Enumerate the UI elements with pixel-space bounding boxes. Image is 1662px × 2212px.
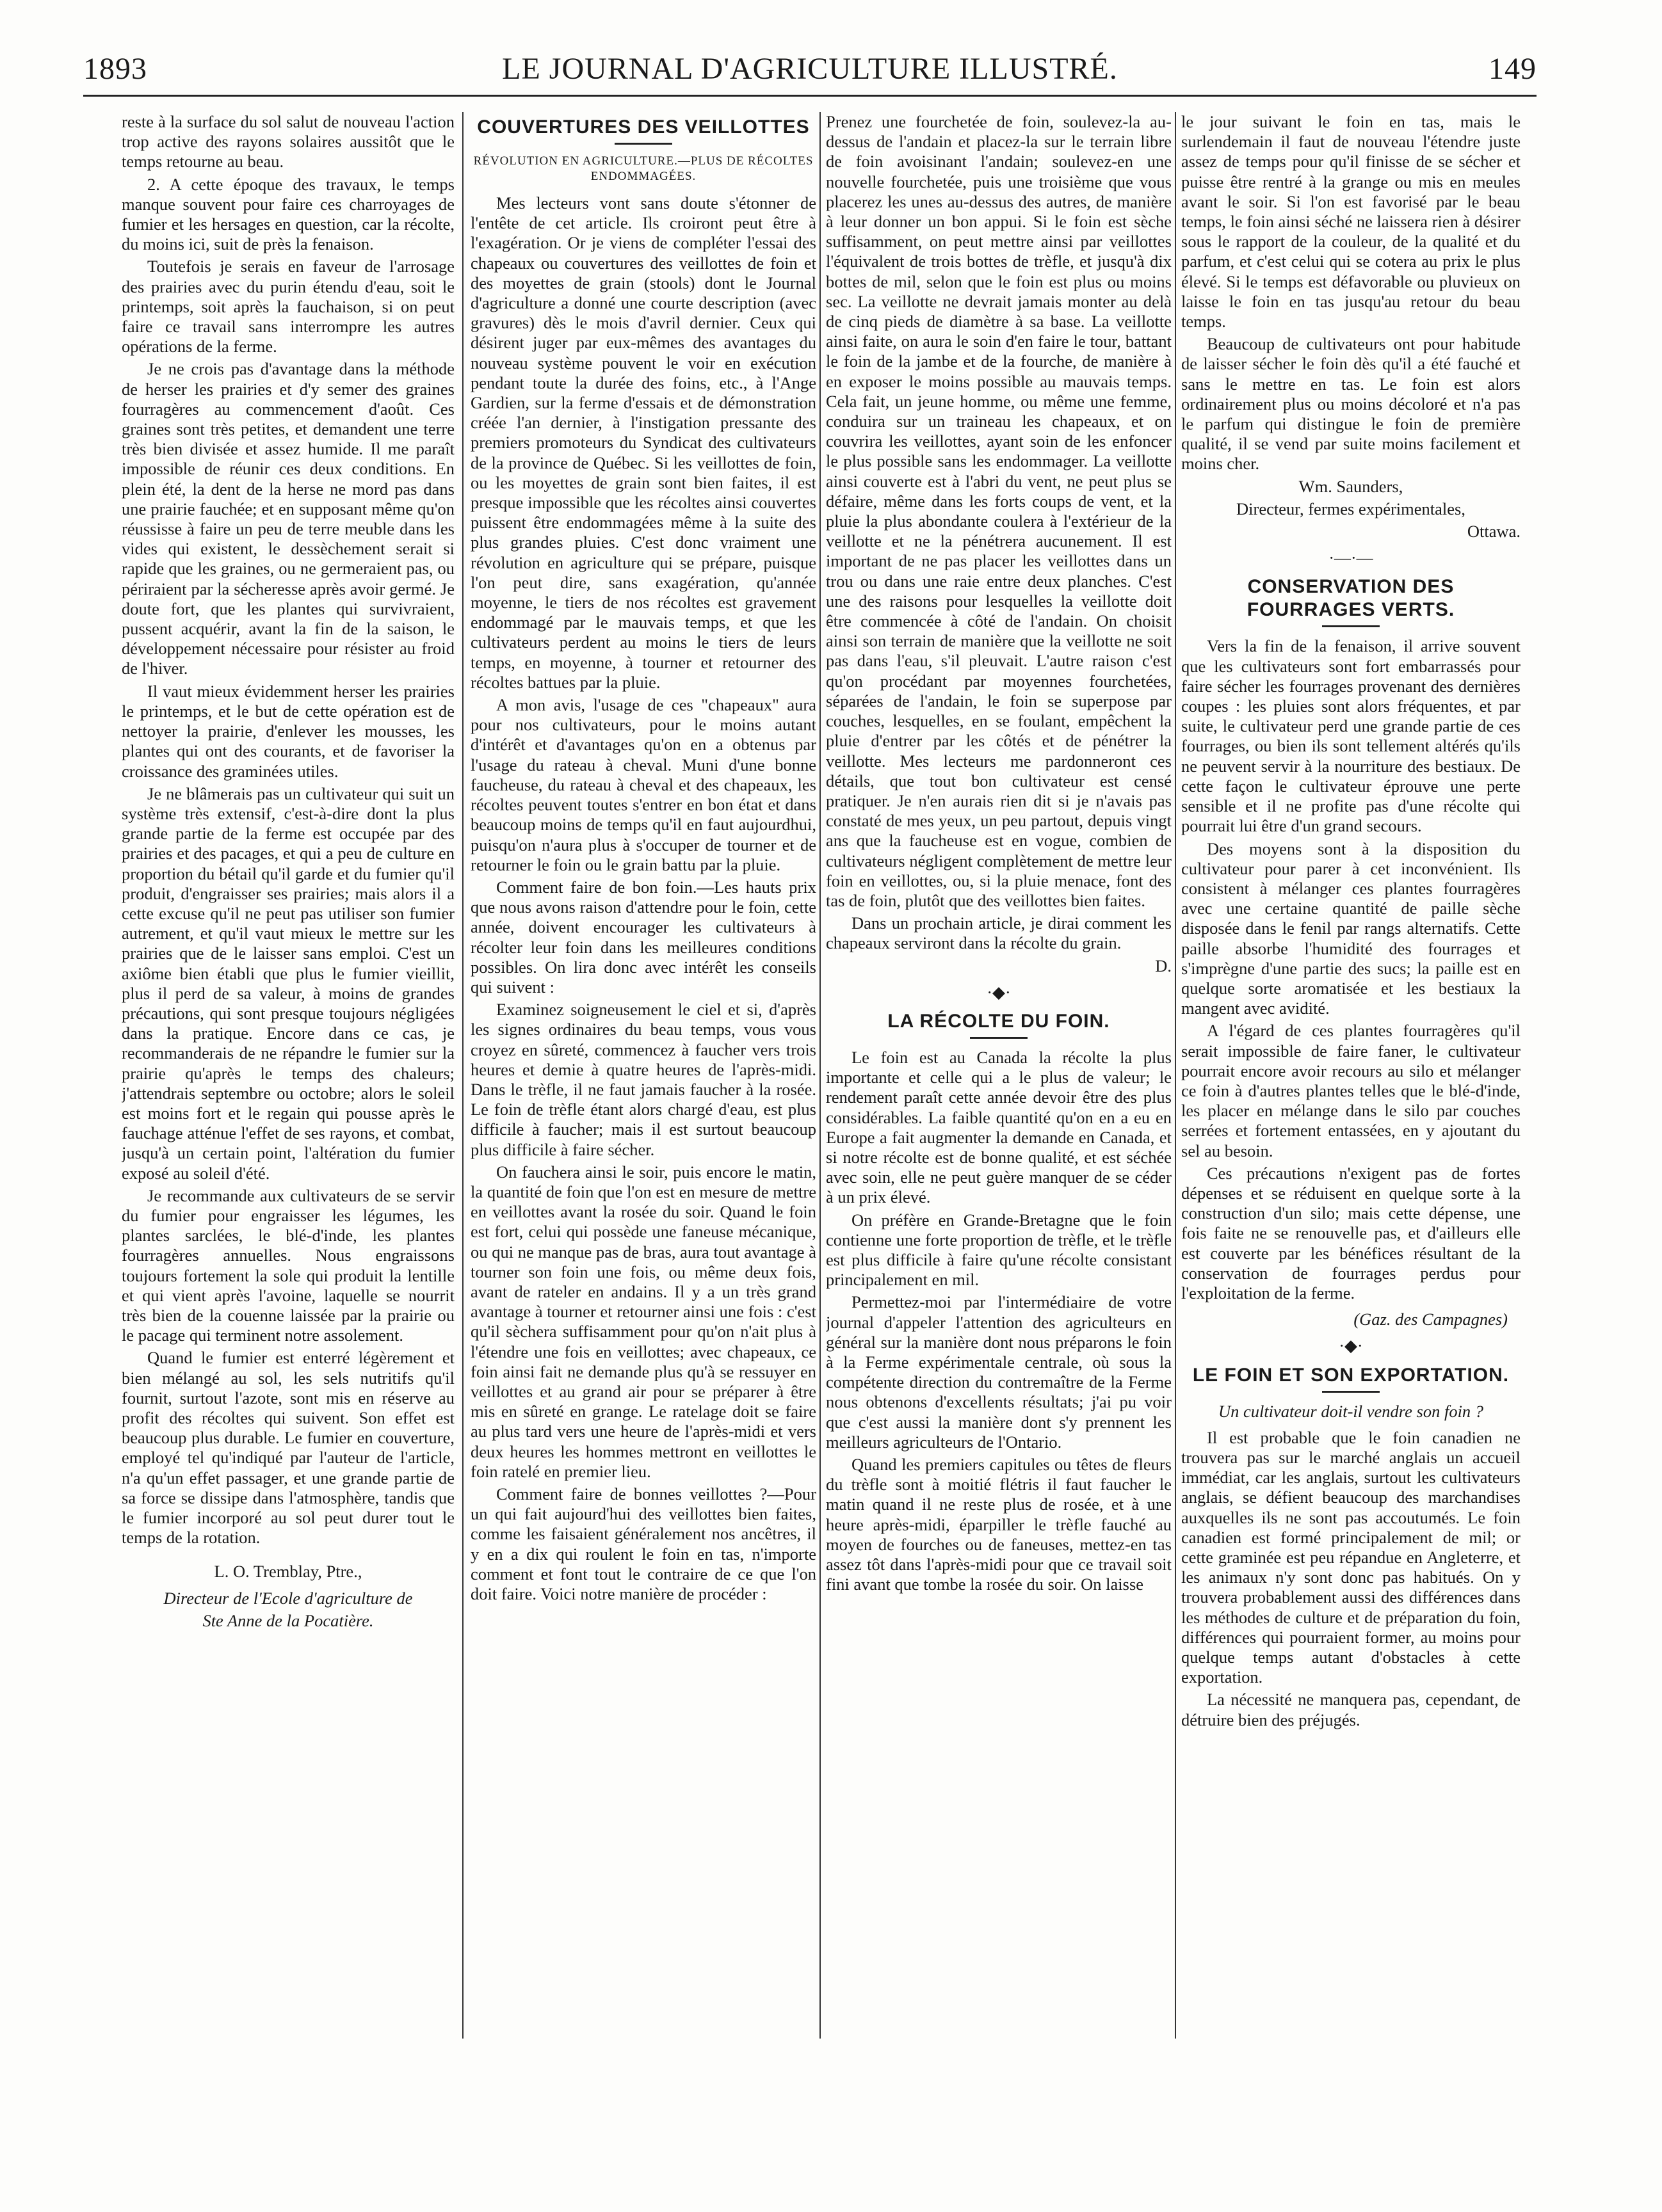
author-signature: L. O. Tremblay, Ptre., bbox=[214, 1562, 362, 1582]
author-title: Directeur de l'Ecole d'agriculture de bbox=[163, 1588, 413, 1608]
paragraph: le jour suivant le foin en tas, mais le surlendemain il faut de nouveau l'étendre juste assez de temps pour qu'il finisse de se sécher et puisse être rentré à la grange ou mis en meules avant le soir. Si l'on est favorisé par le beau temps, le foin ainsi séché ne laissera rien à désirer sous le rapport de la couleur, de la qualité et du parfum, et c'est celui qui se cotera au prix le plus élevé. Si le temps est défavorable ou pluvieux on laisse le foin en tas jusqu'au retour du beau temps. bbox=[1181, 112, 1521, 332]
paragraph: On préfère en Grande-Bretagne que le foin contienne une forte proportion de trèfle, et le trèfle est plus difficile à faire qu'une récolte consistant principalement en mil. bbox=[826, 1210, 1172, 1290]
column-divider bbox=[1175, 112, 1176, 2039]
paragraph: A l'égard de ces plantes fourragères qu'il serait impossible de faire faner, le cultivateur pourrait encore avoir recours au silo et mélanger ce foin à d'autres plantes telles que le blé-d'inde, les placer en mélange dans le silo par couches serrées et fortement entassées, en y ajoutant du sel au besoin. bbox=[1181, 1021, 1521, 1160]
paragraph: Prenez une fourchetée de foin, soulevez-la au-dessus de l'andain et placez-la sur le terrain libre de foin avoisinant l'andain; soulevez-en une nouvelle fourchetée, puis une troisième que vous placerez les unes au-dessus des autres, de manière à leur donner un bon appui. Si le foin est sèche suffisamment, on peut mettre ainsi par veillottes l'équivalent de trois bottes de trèfle, et jusqu'à dix bottes de mil, selon que le foin est plus ou moins sec. La veillotte ne devrait jamais monter au delà de cinq pieds de diamètre à sa base. La veillotte ainsi faite, on aura le soin d'en faire le tour, battant le foin de la jambe et de la fourche, de manière à en exposer le moins possible au mauvais temps. Cela fait, un jeune homme, ou même une femme, conduira sur un traineau les chapeaux, et on couvrira les veillottes, ayant soin de les enfoncer le plus possible sans les endommager. La veillotte ainsi couverte est à l'abri du vent, ne peut plus se défaire, même dans les forts coups de vent, et la pluie la plus abondante coulera à l'extérieur de la veillotte et ne la pénétrera aucunement. Il est important de ne pas placer les veillottes dans un trou ou dans une raie entre deux planches. C'est une des raisons pour lesquelles la veillotte doit être commencée à côté de l'andain. On choisit ainsi son terrain de manière que la veillotte ne soit pas dans l'eau, s'il pleuvait. L'autre raison c'est qu'on procédant par moyennes fourchetées, séparées de l'andain, le foin se superpose par couches, lesquelles, en se foulant, empêchent la pluie d'entrer par les côtés et de pénétrer la veillotte. Mes lecteurs me pardonneront ces détails, que tout bon cultivateur est censé pratiquer. Je n'en aurais rien dit si je n'avais pas constaté de mes yeux, un peu partout, depuis vingt ans que la faucheuse est en vogue, combien de cultivateurs négligent complètement de mettre leur foin en veillottes, ou, si la pluie menace, font des tas de foin, plutôt que des veillottes bien faites. bbox=[826, 112, 1172, 910]
column-divider bbox=[462, 112, 464, 2039]
header-rule bbox=[83, 95, 1537, 97]
author-title: Directeur, fermes expérimentales, bbox=[1236, 499, 1465, 518]
author-institution: Ste Anne de la Pocatière. bbox=[202, 1610, 374, 1630]
author-place: Ottawa. bbox=[1467, 522, 1521, 541]
author-signature: Wm. Saunders, bbox=[1298, 476, 1403, 496]
paragraph: reste à la surface du sol salut de nouveau l'action trop active des rayons solaires aussitôt que le temps retourne au beau. bbox=[122, 112, 455, 172]
paragraph: Il vaut mieux évidemment herser les prairies le printemps, et le but de cette opération est de nettoyer la prairie, d'enlever les mousses, les plantes qui ont des courants, et de favoriser la croissance des graminées utiles. bbox=[122, 681, 455, 781]
heading-rule bbox=[1322, 625, 1380, 627]
paragraph: Toutefois je serais en faveur de l'arrosage des prairies avec du purin étendu d'eau, soit le printemps, soit après la fauchaison, si on peut faire ce travail sans interrompre les autres opérations de la ferme. bbox=[122, 257, 455, 357]
paragraph: 2. A cette époque des travaux, le temps manque souvent pour faire ces charroyages de fumier et les hersages en question, car la récolte, du moins ici, suit de près la fenaison. bbox=[122, 174, 455, 254]
paragraph: Je recommande aux cultivateurs de se servir du fumier pour engraisser les légumes, les plantes sarclées, le blé-d'inde, les plantes fourragères annuelles. Nous engraissons toujours fortement la sole qui produit la lentille et qui vient après l'avoine, laquelle se nourrit très bien de la couenne laissée par la prairie ou le pacage qui terminent notre assolement. bbox=[122, 1185, 455, 1345]
masthead bbox=[83, 50, 1537, 95]
paragraph: Permettez-moi par l'intermédiaire de votre journal d'appeler l'attention des agriculteurs en général sur la manière dont nous préparons le foin à la Ferme expérimentale centrale, où sous la compétente direction du contremaître de la Ferme nous obtenons d'excellents résultats; j'ai pu voir que c'est aussi la manière dont s'y prennent les meilleurs agriculteurs de l'Ontario. bbox=[826, 1292, 1172, 1452]
paragraph: Je ne crois pas d'avantage dans la méthode de herser les prairies et d'y semer des graines fourragères au commencement d'août. Ces graines sont très petites, et demandent une terre très bien divisée et assez humide. Il me paraît impossible de réunir ces deux conditions. En plein été, la dent de la herse ne mord pas dans une prairie fauchée; et en supposant même qu'on réussisse à faire un peu de terre meuble dans les vides qui existent, le dessèchement serait si rapide que les graines, ou ne germeraient pas, ou périraient par la sécheresse après avoir germé. Je doute fort, que les plantes qui survivraient, pussent acquérir, avant la fin de la saison, le développement nécessaire pour résister au froid de l'hiver. bbox=[122, 359, 455, 678]
article-heading: CONSERVATION DES FOURRAGES VERTS. bbox=[1246, 576, 1455, 621]
article-heading: LA RÉCOLTE DU FOIN. bbox=[887, 1010, 1110, 1032]
paragraph: Vers la fin de la fenaison, il arrive souvent que les cultivateurs sont fort embarrassés pour faire sécher les fourrages provenant des dernières coupes : les pluies sont alors fréquentes, et par suite, le cultivateur perd une grande partie de ces fourrages, ou bien ils sont tellement altérés qu'ils ne peuvent servir à la nourriture des bestiaux. De cette façon le cultivateur éprouve une perte sensible et il ne profite pas d'une récolte qui pourrait lui être d'un grand secours. bbox=[1181, 636, 1521, 836]
heading-rule bbox=[615, 143, 672, 145]
section-ornament: ·◆· bbox=[1339, 1336, 1363, 1356]
paragraph: Mes lecteurs vont sans doute s'étonner de l'entête de cet article. Ils croiront peut être à l'exagération. Or je viens de compléter l'essai des chapeaux ou couvertures des veillottes de foin et des moyettes de grain (stools) dont le Journal d'agriculture a donné une courte description (avec gravures) dès le mois d'avril dernier. Ceux qui désirent juger par eux-mêmes des avantages du nouveau système pouvent le voir en exécution pendant toute la durée des foins, etc., à l'Ange Gardien, sur la ferme d'essais et de démonstration créée l'an dernier, à l'instigation pressante des premiers promoteurs du Syndicat des cultivateurs de la province de Québec. Si les veillottes de foin, ou les moyettes de grain sont bien faites, il est presque impossible que les récoltes ainsi couvertes puissent être endommagées même à la suite des plus grandes pluies. C'est donc vraiment une révolution en agriculture qui se prépare, puisque l'on peut dire, sans exagération, qu'année moyenne, le tiers de nos récoltes est gravement endommagé par le mauvais temps, et que les cultivateurs perdent au moins le tiers de leurs temps, en moyenne, à tourner et retourner des récoltes battues par la pluie. bbox=[471, 193, 816, 692]
paragraph: Des moyens sont à la disposition du cultivateur pour parer à cet inconvénient. Ils consistent à mélanger ces plantes fourragères avec une certaine quantité de paille sèche disposée dans le fenil par rangs alternatifs. Cette paille absorbe l'humidité des fourrages et s'imprègne d'une partie des sucs; la paille est en quelque sorte aromatisée et les bestiaux la mangent avec avidité. bbox=[1181, 838, 1521, 1018]
paragraph: Il est probable que le foin canadien ne trouvera pas sur le marché anglais un accueil immédiat, car les anglais, surtout les cultivateurs anglais, se défient beaucoup des marchandises auxquelles ils ne sont pas accoutumés. Le foin canadien est formé principalement de mil; or cette graminée est peu répandue en Angleterre, et les animaux n'y sont donc pas habitués. On y trouvera probablement aussi des différences dans les méthodes de culture et de préparation du foin, différences qui pourraient former, au moins pour quelque temps autant d'obstacles à cette exportation. bbox=[1181, 1427, 1521, 1687]
paragraph: La nécessité ne manquera pas, cependant, de détruire bien des préjugés. bbox=[1181, 1690, 1521, 1729]
column-2 bbox=[471, 112, 816, 2032]
article-heading: COUVERTURES DES VEILLOTTES bbox=[477, 116, 810, 138]
source-credit: (Gaz. des Campagnes) bbox=[1353, 1310, 1508, 1329]
page-number: 149 bbox=[1489, 52, 1537, 86]
paragraph: Je ne blâmerais pas un cultivateur qui suit un système très extensif, c'est-à-dire dont la plus grande partie de la ferme est occupée par des prairies et des pacages, et qui a peu de culture en proportion du bétail qu'il garde et du fumier qu'il produit, d'engraisser ses prairies; mais alors il a cette excuse qu'il ne peut pas utiliser son fumier autrement, et qu'il vaut mieux le mettre sur les prairies que de le laisser sans emploi. C'est un axiôme bien établi que plus le fumier vieillit, plus il perd de sa valeur, à moins de grandes précautions, qui sont presque toujours négligées dans la pratique. Encore dans ce cas, je recommanderais de ne répandre le fumier sur la prairie qu'après le temps des chaleurs; j'attendrais septembre ou octobre; alors le soleil est moins fort et le regain qui pousse après le fauchage atténue l'effet de ses rayons, et combat, jusqu'à un certain point, l'altération du fumier exposé au soleil d'été. bbox=[122, 783, 455, 1183]
paragraph: Comment faire de bonnes veillottes ?—Pour un qui fait aujourd'hui des veillottes bien faites, comme les faisaient généralement nos ancêtres, il y en a dix qui roulent le foin en tas, n'importe comment et font tout le contraire de ce que l'on doit faire. Voici notre manière de procéder : bbox=[471, 1484, 816, 1604]
page-year: 1893 bbox=[83, 52, 147, 86]
paragraph: Dans un prochain article, je dirai comment les chapeaux serviront dans la récolte du grain. bbox=[826, 913, 1172, 953]
paragraph: Le foin est au Canada la récolte la plus importante et celle qui a le plus de valeur; le rendement paraît cette année devoir être des plus considérables. La faible quantité qu'on en a eu en Europe a fait augmenter la demande en Canada, et si notre récolte est de bonne qualité, et est séchée avec soin, elle ne peut guère manquer de se céder à un prix élevé. bbox=[826, 1047, 1172, 1207]
article-subheading: RÉVOLUTION EN AGRICULTURE.—PLUS DE RÉCOLTES ENDOMMAGÉES. bbox=[473, 154, 814, 183]
paragraph: Ces précautions n'exigent pas de fortes dépenses et se réduisent en quelque sorte à la construction d'un silo; mais cette dépense, une fois faite ne se renouvelle pas, et d'ailleurs elle est couverte par les bénéfices résultant de la conservation de fourrages perdus pour l'exploitation de la ferme. bbox=[1181, 1163, 1521, 1302]
paragraph: Comment faire de bon foin.—Les hauts prix que nous avons raison d'attendre pour le foin, cette année, doivent encourager les cultivateurs à récolter leur foin dans les meilleures conditions possibles. On lira donc avec intérêt les conseils qui suivent : bbox=[471, 877, 816, 997]
journal-title: LE JOURNAL D'AGRICULTURE ILLUSTRÉ. bbox=[502, 52, 1118, 86]
section-ornament: ·—·— bbox=[1328, 549, 1373, 568]
column-1 bbox=[122, 112, 455, 2032]
column-3 bbox=[826, 112, 1172, 2032]
heading-rule bbox=[1322, 1391, 1380, 1393]
article-signature: D. bbox=[1155, 956, 1172, 975]
paragraph: A mon avis, l'usage de ces "chapeaux" aura pour nos cultivateurs, pour le moins autant d'intérêt et d'avantages qu'on en a obtenus par l'usage du rateau à cheval. Muni d'une bonne faucheuse, du rateau à cheval et des chapeaux, les récoltes peuvent toutes s'entrer en bon état et dans beaucoup moins de temps qu'il en faut aujourdhui, puisqu'on n'aura plus à s'occuper de tourner et de retourner le foin ou le grain battu par la pluie. bbox=[471, 695, 816, 874]
column-divider bbox=[819, 112, 821, 2039]
heading-rule bbox=[970, 1037, 1028, 1039]
paragraph: Quand le fumier est enterré légèrement et bien mélangé au sol, les sels nutritifs qu'il fournit, surtout l'azote, sont mis en réserve au profit des récoltes qui suivent. Son effet est beaucoup plus durable. Le fumier en couverture, employé tel qu'indiqué par l'auteur de l'article, n'a qu'un effet passager, et une grande partie de sa force se dissipe dans l'atmosphère, tandis que le fumier incorporé au sol peut durer tout le temps de la rotation. bbox=[122, 1348, 455, 1548]
paragraph: On fauchera ainsi le soir, puis encore le matin, la quantité de foin que l'on est en mesure de mettre en veillottes avant la rosée du soir. Quand le foin est fort, celui qui possède une faneuse mécanique, ou qui ne manque pas de bras, aura tout avantage à tourner son foin une fois, ou même deux fois, avant de rateler en andains. Il y a un très grand avantage à tourner et retourner ainsi une fois : c'est qu'il sèchera suffisamment pour qu'on n'ait plus à l'étendre une fois en veillottes; avec chapeaux, ce foin ainsi fait ne demande plus qu'à se ressuyer en veillottes et au grand air pour se préparer à être mis en sûreté en grange. Le ratelage doit se faire au plus tard vers une heure de l'après-midi et vers deux heures les hommes mettront en veillottes le foin ratelé en premier lieu. bbox=[471, 1162, 816, 1481]
article-heading: LE FOIN ET SON EXPORTATION. bbox=[1192, 1364, 1510, 1386]
paragraph: Examinez soigneusement le ciel et si, d'après les signes ordinaires du beau temps, vous vous croyez en sûreté, commencez à faucher vers trois heures et demie à quatre heures de l'après-midi. Dans le trèfle, il ne faut jamais faucher à la rosée. Le foin de trèfle étant alors chargé d'eau, est plus difficile à faucher; mais il est surtout beaucoup plus difficile à faire sécher. bbox=[471, 1000, 816, 1159]
article-subheading: Un cultivateur doit-il vendre son foin ? bbox=[1218, 1401, 1484, 1421]
section-ornament: ·◆· bbox=[987, 982, 1011, 1002]
column-4 bbox=[1181, 112, 1521, 2032]
paragraph: Quand les premiers capitules ou têtes de fleurs du trèfle sont à moitié flétris il faut faucher le matin quand il ne reste plus de rosée, et à une heure après-midi, éparpiller le trèfle fauché au moyen de fourches ou de faneuses, mettez-en tas assez tôt dans l'après-midi pour que ce travail soit fini avant que tombe la rosée du soir. On laisse bbox=[826, 1455, 1172, 1594]
paragraph: Beaucoup de cultivateurs ont pour habitude de laisser sécher le foin dès qu'il a été fauché et sans le mettre en tas. Le foin est alors ordinairement plus ou moins décoloré et n'a pas le parfum qui distingue le foin de première qualité, il se vend par suite moins facilement et moins cher. bbox=[1181, 334, 1521, 474]
